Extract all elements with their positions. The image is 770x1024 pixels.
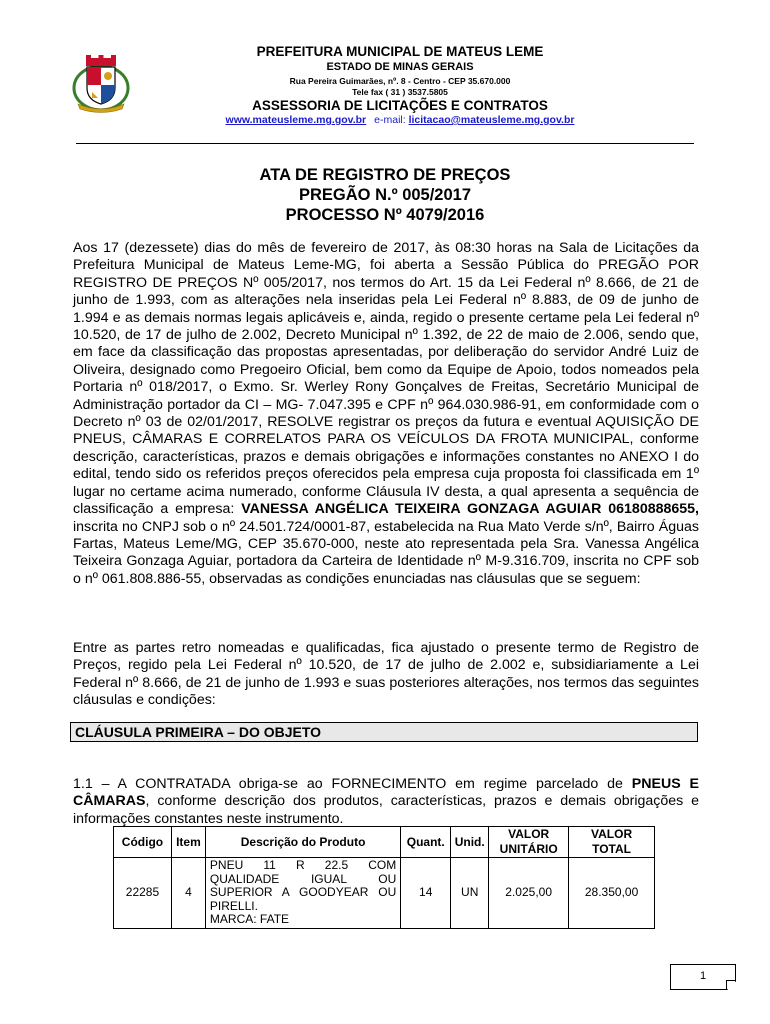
object-paragraph — [73, 776, 699, 828]
header-codigo: Código — [114, 827, 172, 858]
header-valor-unitario: VALOR UNITÁRIO — [489, 827, 569, 858]
processo-number: PROCESSO Nº 4079/2016 — [285, 206, 485, 224]
product-description: PNEU 11 R 22.5 COM QUALIDADE IGUAL OU SUPERIOR A GOODYEAR OU PIRELLI. — [209, 858, 397, 913]
cell-item: 4 — [171, 858, 205, 929]
cell-valor-unitario: 2.025,00 — [489, 858, 569, 929]
object-text: 1.1 – A CONTRATADA obriga-se ao FORNECIMENTO em regime parcelado de — [73, 776, 632, 792]
cell-quant: 14 — [401, 858, 451, 929]
cell-valor-total: 28.350,00 — [569, 858, 655, 929]
header-divider — [76, 143, 694, 144]
org-address: Rua Pereira Guimarães, nº. 8 - Centro - CEP 35.670.000 — [289, 76, 511, 86]
cell-codigo: 22285 — [114, 858, 172, 929]
items-table — [113, 826, 655, 929]
document-title: ATA DE REGISTRO DE PREÇOS — [259, 166, 511, 184]
header-quant: Quant. — [401, 827, 451, 858]
agreement-paragraph: Entre as partes retro nomeadas e qualificadas, fica ajustado o presente termo de Registro de Preços, regido pela Lei Federal nº 10.520, de 17 de julho de 2.002 e, subsidiariamente a Lei Federal nº 8.666, de 21 de junho de 1.993 e suas posteriores alterações, nos termos das seguintes cláusulas e condições: — [73, 640, 699, 709]
document-titles — [0, 165, 770, 225]
org-phone: Tele fax ( 31 ) 3537.5805 — [352, 87, 448, 97]
object-product: PNEUS E CÂMARAS — [73, 776, 699, 810]
header-item: Item — [171, 827, 205, 858]
pregao-number: PREGÃO N.º 005/2017 — [298, 186, 472, 204]
state-name: ESTADO DE MINAS GERAIS — [326, 61, 474, 73]
header-unid: Unid. — [451, 827, 489, 858]
email-link[interactable]: licitacao@mateusleme.mg.gov.br — [408, 114, 575, 126]
table-row — [114, 858, 655, 929]
opening-paragraph — [73, 240, 699, 588]
product-brand: MARCA: FATE — [209, 912, 290, 926]
object-text-continued: , conforme descrição dos produtos, características, prazos e demais obrigações e informações constantes neste instrumento. — [73, 793, 699, 827]
org-name: PREFEITURA MUNICIPAL DE MATEUS LEME — [256, 44, 544, 59]
opening-text: Aos 17 (dezessete) dias do mês de fevereiro de 2017, às 08:30 horas na Sala de Licitações da Prefeitura Municipal de Mateus Leme-MG, foi aberta a Sessão Pública do PREGÃO POR REGISTRO DE PREÇOS Nº 005/2017, nos termos do Art. 15 da Lei Federal nº 8.666, de 21 de junho de 1.993, com as alterações nela inseridas pela Lei Federal nº 8.883, de 09 de junho de 1.994 e as demais normas legais aplicáveis e, ainda, regido o presente certame pela Lei federal nº 10.520, de 17 de julho de 2.002, Decreto Municipal nº 1.392, de 22 de maio de 2.006, sendo que, em face da classificação das propostas apresentadas, por deliberação do servidor André Luiz de Oliveira, designado como Pregoeiro Oficial, bem como da Equipe de Apoio, todos nomeados pela Portaria nº 018/2017, o Exmo. Sr. Werley Rony Gonçalves de Freitas, Secretário Municipal de Administração portador da CI – MG- 7.047.395 e CPF nº 964.030.986-91, em conformidade com o Decreto nº 03 de 02/01/2017, RESOLVE registrar os preços da futura e eventual AQUISIÇÃO DE PNEUS, CÂMARAS E CORRELATOS PARA OS VEÍCULOS DA FROTA MUNICIPAL, conforme descrição, características, prazos e demais obrigações e informações constantes no ANEXO I do edital, tendo sido os referidos preços oferecidos pela empresa cuja proposta foi classificada em 1º lugar no certame acima numerado, conforme Cláusula IV desta, a qual apresenta a sequência de classificação a empresa: — [73, 240, 699, 518]
website-link[interactable]: www.mateusleme.mg.gov.br — [225, 114, 367, 126]
page-number: 1 — [670, 964, 736, 990]
header-descricao: Descrição do Produto — [205, 827, 400, 858]
letterhead — [0, 0, 770, 150]
cell-descricao — [205, 858, 400, 929]
cell-unid: UN — [451, 858, 489, 929]
clause-heading: CLÁUSULA PRIMEIRA – DO OBJETO — [70, 722, 698, 742]
header-valor-total: VALOR TOTAL — [569, 827, 655, 858]
table-header-row — [114, 827, 655, 858]
company-name: VANESSA ANGÉLICA TEIXEIRA GONZAGA AGUIAR 06180888655, — [241, 501, 699, 518]
contact-links — [0, 114, 770, 126]
department-name: ASSESSORIA DE LICITAÇÕES E CONTRATOS — [252, 98, 548, 113]
opening-text-continued: inscrita no CNPJ sob o nº 24.501.724/0001-87, estabelecida na Rua Mato Verde s/nº, Bairro Águas Fartas, Mateus Leme/MG, CEP 35.670-000, neste ato representada pela Sra. Vanessa Angélica Teixeira Gonzaga Aguiar, portadora da Carteira de Identidade nº M-9.316.709, inscrita no CPF sob o nº 061.808.886-55, observadas as condições enunciadas nas cláusulas que se seguem: — [73, 518, 699, 587]
email-label: e-mail: — [374, 114, 406, 126]
